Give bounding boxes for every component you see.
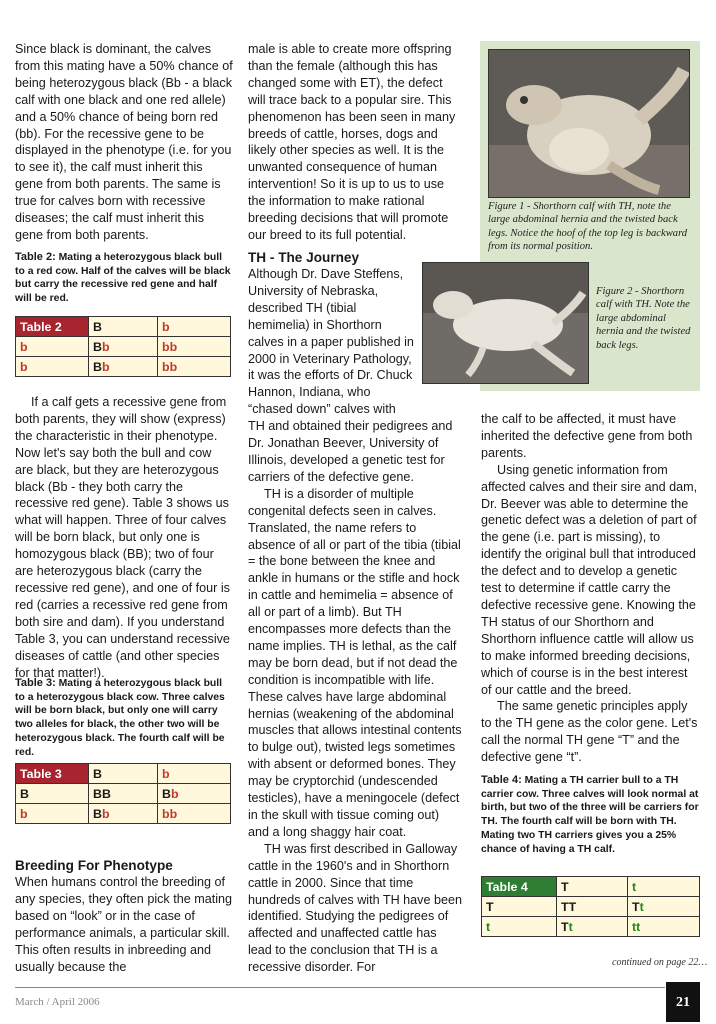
figure-1-photo bbox=[488, 49, 690, 198]
allele-defective: t bbox=[639, 899, 644, 914]
col1-paragraph-2: If a calf gets a recessive gene from both parents, they will show (express) the characteristic in their phenotype. Now let's say both the bull and cow are black, but they are heterozygous black (Bb - they both carry the recessive red gene). Table 3 shows us what will happen. Three of four calves will be born black, but only one is homozygous black (BB); two of four are heterozygous black (carry the recessive red gene), and one of four is red (carries a recessive red gene from both sire and dam). If you understand Table 3, you can understand recessive diseases of cattle (and other species for that matter!). bbox=[15, 395, 230, 680]
allele-normal: T bbox=[632, 899, 640, 914]
column-1 bbox=[15, 41, 233, 244]
allele-defective: t bbox=[568, 919, 573, 934]
col1-paragraph-3: When humans control the breeding of any species, they often pick the mating based on “look” or in the case of performance animals, a particular skill. This often results in inbreeding and usually because the bbox=[15, 875, 233, 974]
table2-caption bbox=[15, 251, 231, 306]
col2-paragraph-2b: TH and obtained their pedigrees and Dr. Jonathan Beever, University of Illinois, developed a genetic test for carriers of the defective gene. bbox=[248, 419, 453, 484]
table4-caption-label: Table 4: bbox=[481, 774, 522, 786]
table-row bbox=[16, 317, 231, 337]
table4-cell bbox=[628, 897, 700, 917]
table2-cell bbox=[89, 337, 158, 357]
col2-paragraph-3: TH is a disorder of multiple congenital defects seen in calves. Translated, the name refers to absence of all or part of the tibia (tibial = the bone between the knee and ankle in humans or the stifle and hock in cattle and hemimelia = absence of all or part of a limb). But TH encompasses more defects than the name implies. TH is lethal, as the calf may be born dead, but if not dead the condition is incompatible with life. These calves have large abdominal hernias (weakening of the abdominal muscles that allows intestinal contents to bulge out), twisted legs sometimes with absent or deformed bones. They may be cryptorchid (undescended testicles), have a meningocele (defect in the skull with tissue coming out) and a long shaggy hair coat. bbox=[248, 486, 462, 839]
allele-normal: T bbox=[561, 919, 569, 934]
table3-cell bbox=[158, 784, 231, 804]
figure-2-caption: Figure 2 - Shorthorn calf with TH. Note the large abdominal hernia and the twisted back legs. bbox=[596, 286, 691, 351]
allele-recessive: b bbox=[101, 339, 110, 354]
table2-cell: bb bbox=[158, 337, 231, 357]
calf-photo-2-image bbox=[423, 263, 588, 383]
table2-row-allele: b bbox=[16, 337, 89, 357]
table3-caption-label: Table 3: bbox=[15, 677, 56, 689]
table-row bbox=[482, 877, 700, 897]
table-row bbox=[482, 917, 700, 937]
table4-cell: tt bbox=[628, 917, 700, 937]
table3-caption-text: Mating a heterozygous black bull to a heterozygous black cow. Three calves will be born black, but only one will carry two alleles for black, the other two will be heterozygous black. The fourth calf will be red. bbox=[15, 678, 225, 758]
table2-col-allele: b bbox=[158, 317, 231, 337]
table2-cell: bb bbox=[158, 357, 231, 377]
table2-caption-block bbox=[15, 251, 231, 306]
table-3 bbox=[15, 763, 231, 824]
table4-cell: TT bbox=[557, 897, 628, 917]
table3-caption-block bbox=[15, 677, 231, 759]
footer-divider bbox=[15, 987, 665, 988]
calf-photo-1-image bbox=[489, 50, 689, 197]
allele-recessive: b bbox=[101, 806, 110, 821]
issue-date: March / April 2006 bbox=[15, 996, 100, 1008]
table2-cell bbox=[89, 357, 158, 377]
column-1-lower bbox=[15, 394, 233, 681]
table-row bbox=[16, 764, 231, 784]
table2-header-cell: Table 2 bbox=[16, 317, 89, 337]
table3-col-allele: B bbox=[89, 764, 158, 784]
table4-cell bbox=[557, 917, 628, 937]
table4-caption-block bbox=[481, 774, 700, 856]
table2-row-allele: b bbox=[16, 357, 89, 377]
table3-row-allele: b bbox=[16, 804, 89, 824]
table4-caption-text: Mating a TH carrier bull to a TH carrier cow. Three calves will look normal at birth, but two of the three will be carriers for TH. The fourth calf will be born with TH. Mating two TH carriers gives you a 25% chance of having a TH calf. bbox=[481, 775, 699, 855]
allele-recessive: b bbox=[101, 359, 110, 374]
table-row bbox=[16, 337, 231, 357]
table4-header-cell: Table 4 bbox=[482, 877, 557, 897]
table3-col-allele: b bbox=[158, 764, 231, 784]
column-3 bbox=[481, 411, 700, 766]
col1-paragraph-1: Since black is dominant, the calves from this mating have a 50% chance of being heterozygous black (Bb - a black calf with one black and one red allele) and a 50% chance of being born red (bb). For the recessive gene to be displayed in the phenotype (i.e. for you to see it), the calf must inherit this gene from both parents. The same is true for calves born with recessive diseases; the calf must inherit this gene from both parents. bbox=[15, 42, 233, 242]
section-heading-breeding: Breeding For Phenotype bbox=[15, 858, 173, 873]
table2-caption-label: Table 2: bbox=[15, 251, 56, 263]
column-2 bbox=[248, 41, 463, 244]
column-1-bottom bbox=[15, 857, 233, 975]
table4-caption bbox=[481, 774, 700, 856]
figure-1-caption: Figure 1 - Shorthorn calf with TH, note the large abdominal hernia and the twisted back legs. Notice the hoof of the top leg is backward from its normal position. bbox=[488, 201, 688, 253]
table-2 bbox=[15, 316, 231, 377]
table3-cell: BB bbox=[89, 784, 158, 804]
col3-paragraph-2: Using genetic information from affected calves and their sire and dam, Dr. Beever was able to determine the genetic defect was a deletion of part of the gene (i.e. part is missing), to identify the original bull that introduced the defect and to develop a genetic test to determine if cattle carry the defective recessive gene. Knowing the TH status of our Shorthorn and Shorthorn influence cattle will allow us to make informed breeding decisions, which of course is in the best interest of our cattle and the breed. bbox=[481, 462, 698, 697]
col2-paragraph-2a: Although Dr. Dave Steffens, University of Nebraska, described TH (tibial hemimelia) in Shorthorn calves in a paper published in 2000 in Veterinary Pathology, it was the efforts of Dr. Chuck Hannon, Indiana, who “chased down” calves with bbox=[248, 267, 414, 417]
figure-2-photo bbox=[422, 262, 589, 384]
table-row bbox=[482, 897, 700, 917]
table3-cell bbox=[89, 804, 158, 824]
continued-note: continued on page 22… bbox=[612, 957, 708, 968]
col3-paragraph-1: the calf to be affected, it must have inherited the defective gene from both parents. bbox=[481, 412, 693, 460]
table3-row-allele: B bbox=[16, 784, 89, 804]
table3-caption bbox=[15, 677, 231, 759]
col2-paragraph-4: TH was first described in Galloway cattle in the 1960's and in Shorthorn cattle in 2000. Since that time hundreds of calves with TH have been identified. Studying the pedigrees of affected and unaffected cattle has lead to the conclusion that TH is a recessive disorder. For bbox=[248, 841, 462, 975]
section-heading-th-journey: TH - The Journey bbox=[248, 250, 360, 265]
allele-dominant: B bbox=[93, 339, 102, 354]
allele-dominant: B bbox=[162, 786, 171, 801]
allele-dominant: B bbox=[93, 806, 102, 821]
table-row bbox=[16, 784, 231, 804]
table4-col-allele: T bbox=[557, 877, 628, 897]
table4-row-allele: t bbox=[482, 917, 557, 937]
col2-paragraph-1: male is able to create more offspring than the female (although this has changed some with ET), the defect will trace back to a popular sire. This phenomenon has been seen in many breeds of cattle, horses, dogs and likely other species as well. It is the unwanted consequence of human intervention! So it is up to us to use the information to make rational breeding decisions that will promote our breed to its full potential. bbox=[248, 42, 456, 242]
allele-dominant: B bbox=[93, 359, 102, 374]
table3-header-cell: Table 3 bbox=[16, 764, 89, 784]
table-row bbox=[16, 804, 231, 824]
table4-col-allele: t bbox=[628, 877, 700, 897]
table-4 bbox=[481, 876, 700, 937]
table4-row-allele: T bbox=[482, 897, 557, 917]
col3-paragraph-3: The same genetic principles apply to the TH gene as the color gene. Let's call the normal TH gene “T” and the defective gene “t”. bbox=[481, 699, 698, 765]
table-row bbox=[16, 357, 231, 377]
allele-recessive: b bbox=[170, 786, 179, 801]
page-number: 21 bbox=[666, 982, 700, 1022]
table2-col-allele: B bbox=[89, 317, 158, 337]
table2-caption-text: Mating a heterozygous black bull to a red cow. Half of the calves will be black but carry the recessive red gene and half will be red. bbox=[15, 252, 231, 305]
table3-cell: bb bbox=[158, 804, 231, 824]
